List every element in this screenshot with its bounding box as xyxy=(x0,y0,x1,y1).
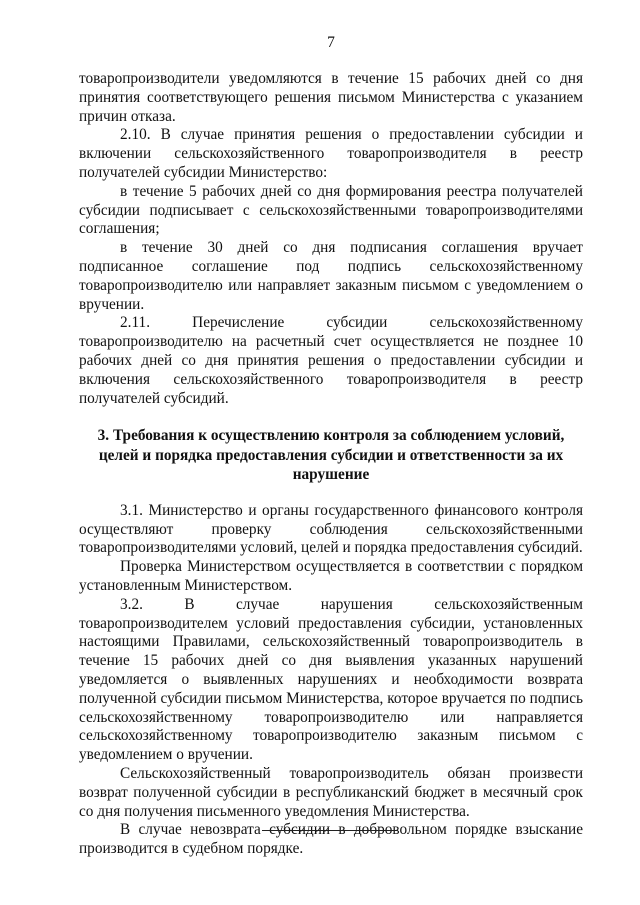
paragraph-30-days: в течение 30 дней со дня подписания соглашения вручает подписанное соглашение под подпись сельскохозяйственному товаропроизводителю или направляет заказным письмом с уведомлением о вручении. xyxy=(79,239,583,313)
paragraph-3-1: 3.1. Министерство и органы государственного финансового контроля осуществляют проверку соблюдения сельскохозяйственными товаропроизводителями условий, целей и порядка предоставления субсидий. xyxy=(79,501,583,557)
paragraph-2-10: 2.10. В случае принятия решения о предоставлении субсидии и включении сельскохозяйственного товаропроизводителя в реестр получателей субсидии Министерство: xyxy=(79,126,583,181)
paragraph-refund: Сельскохозяйственный товаропроизводитель обязан произвести возврат полученной субсидии в республиканский бюджет в месячный срок со дня получения письменного уведомления Министерства. xyxy=(79,765,583,820)
paragraph-5-days: в течение 5 рабочих дней со дня формирования реестра получателей субсидии подписывает с сельскохозяйственными товаропроизводителями соглашения; xyxy=(79,182,583,238)
paragraph-3-2: 3.2. В случае нарушения сельскохозяйственным товаропроизводителем условий предоставления субсидии, установленных настоящими Правилами, сельскохозяйственный товаропроизводитель в течение 15 рабочих дней со дня выявления указанных нарушений уведомляется о выявленных нарушениях и необходимости возврата полученной субсидии письмом Министерства, которое вручается по подпись сельскохозяйственному товаропроизводителю или направляется сельскохозяйственному товаропроизводителю заказным письмом с уведомлением о вручении. xyxy=(79,595,583,764)
paragraph-inspection: Проверка Министерством осуществляется в соответствии с порядком установленным Министерством. xyxy=(79,558,583,595)
paragraph-2-11: 2.11. Перечисление субсидии сельскохозяйственному товаропроизводителю на расчетный счет осуществляется не позднее 10 рабочих дней со дня принятия решения о предоставлении субсидии и включения сельскохозяйственного товаропроизводителя в реестр получателей субсидий. xyxy=(79,314,583,407)
section-3-heading: 3. Требования к осуществлению контроля за соблюдением условий, целей и порядка предоставления субсидии и ответственности за их нарушение xyxy=(97,427,565,484)
paragraph-court: В случае невозврата субсидии в добровольном порядке взыскание производится в судебном порядке. xyxy=(79,821,583,858)
page-number: 7 xyxy=(327,34,335,51)
end-of-document-rule xyxy=(262,830,398,831)
paragraph-continuation: товаропроизводители уведомляются в течение 15 рабочих дней со дня принятия соответствующего решения письмом Министерства с указанием причин отказа. xyxy=(79,70,583,125)
document-body xyxy=(79,70,583,859)
